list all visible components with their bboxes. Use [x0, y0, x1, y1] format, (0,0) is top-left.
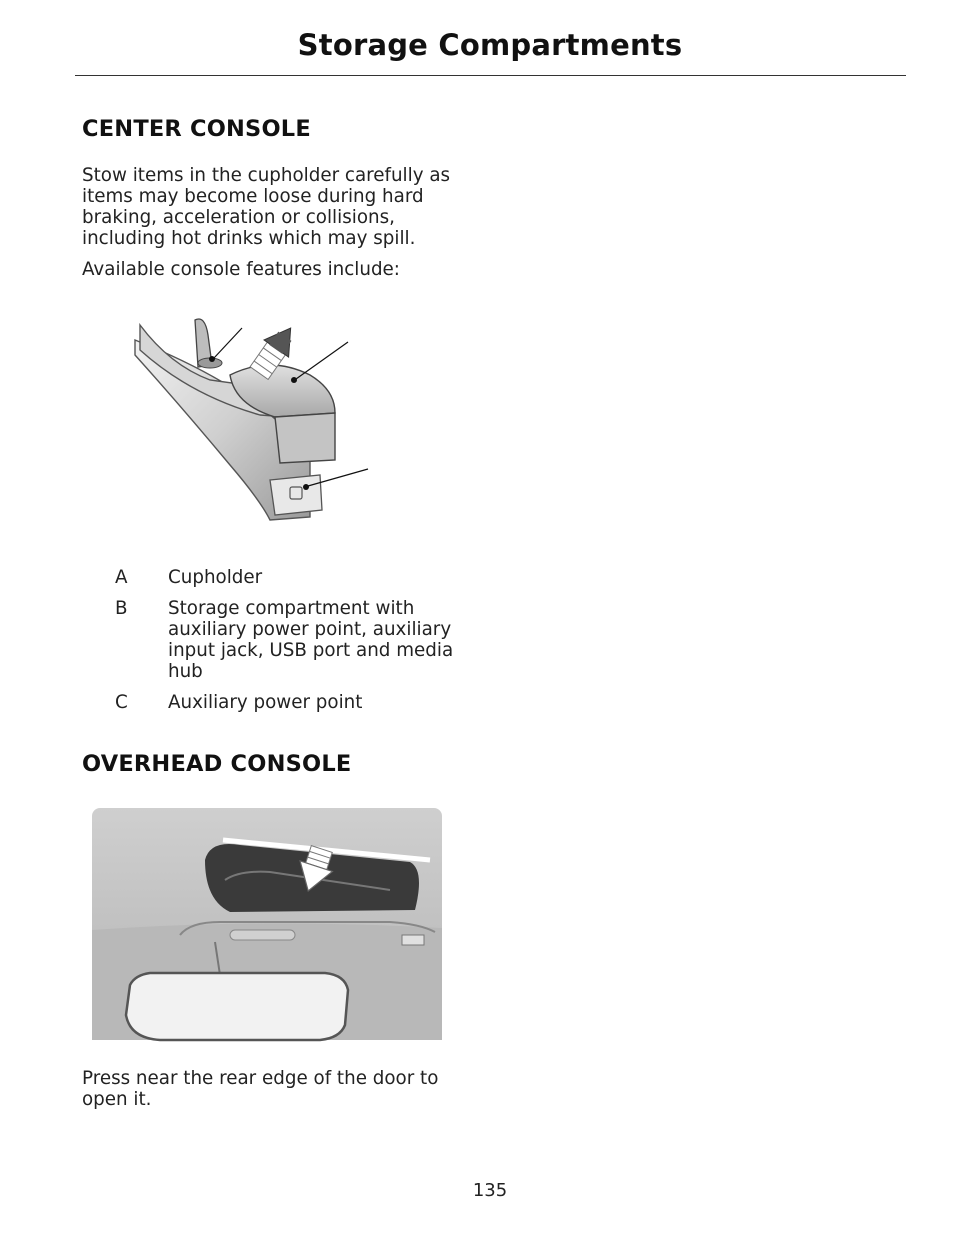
- legend-text: Cupholder: [168, 567, 263, 588]
- center-console-illustration: [110, 295, 390, 545]
- center-console-intro: Stow items in the cupholder carefully as items may become loose during hard braking, acceleration or collisions, including hot drinks which may spill.: [82, 165, 451, 249]
- overhead-console-heading: OVERHEAD CONSOLE: [82, 751, 352, 777]
- legend-key: C: [115, 692, 128, 713]
- legend-text: Auxiliary power point: [168, 692, 363, 713]
- legend-key: B: [115, 598, 128, 619]
- page-title: Storage Compartments: [297, 28, 683, 62]
- overhead-console-illustration: [90, 800, 445, 1045]
- overhead-console-instruction: Press near the rear edge of the door to open it.: [82, 1068, 439, 1110]
- center-console-heading: CENTER CONSOLE: [82, 116, 311, 142]
- legend-key: A: [115, 567, 128, 588]
- page-number: 135: [472, 1180, 508, 1201]
- legend-text: Storage compartment with auxiliary power point, auxiliary input jack, USB port and media hub: [168, 598, 454, 682]
- features-intro: Available console features include:: [82, 259, 400, 280]
- title-divider: [75, 75, 906, 76]
